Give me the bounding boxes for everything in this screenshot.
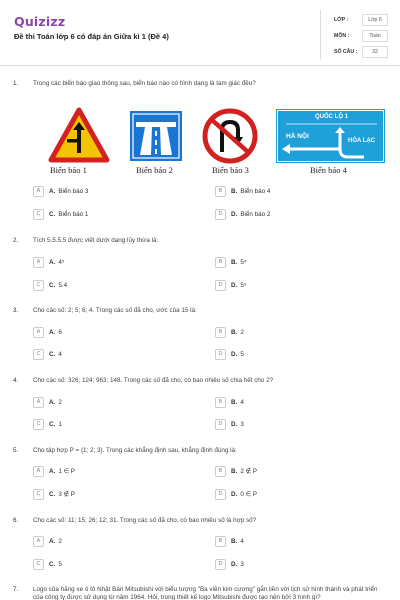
- option-letter: D: [215, 559, 226, 570]
- option-letter: A: [33, 466, 44, 477]
- expressway-sign-icon: [130, 111, 182, 161]
- option-label: C. 4: [49, 351, 62, 358]
- header-divider: [320, 10, 321, 60]
- option-label: B. 2 ∉ P: [231, 468, 257, 475]
- option-label: D. Biển báo 2: [231, 211, 271, 218]
- option-letter: B: [215, 397, 226, 408]
- question-number: 6.: [13, 517, 19, 524]
- option-letter: D: [215, 349, 226, 360]
- option-letter: A: [33, 327, 44, 338]
- option-label: A. 6: [49, 329, 62, 336]
- option-letter: D: [215, 280, 226, 291]
- option-label: C. 5: [49, 561, 62, 568]
- meta-subject: [322, 28, 388, 45]
- option-label: A. 2: [49, 399, 62, 406]
- question-number: 7.: [13, 586, 19, 593]
- option-letter: A: [33, 186, 44, 197]
- sign-1-caption: Biển báo 1: [50, 165, 87, 175]
- sign-4-right: HÒA LẠC: [348, 138, 376, 144]
- option-letter: B: [215, 466, 226, 477]
- option-letter: C: [33, 280, 44, 291]
- meta-count-value: 32: [362, 46, 388, 58]
- option-letter: A: [33, 536, 44, 547]
- option-label: A. 1 ∈ P: [49, 468, 75, 475]
- question-number: 5.: [13, 447, 19, 454]
- traffic-signs: [0, 105, 400, 180]
- option-label: B. 5⁴: [231, 259, 247, 266]
- question-number: 1.: [13, 80, 19, 87]
- sign-4-route: QUỐC LỘ 1: [314, 114, 348, 120]
- option-letter: B: [215, 327, 226, 338]
- direction-sign: [277, 110, 384, 162]
- option-letter: B: [215, 536, 226, 547]
- option-letter: C: [33, 349, 44, 360]
- question-number: 2.: [13, 237, 19, 244]
- question-text: Cho các số: 326; 124; 963; 148. Trong các số đã cho, có bao nhiêu số chia hết cho 2?: [33, 377, 274, 384]
- option-letter: D: [215, 209, 226, 220]
- option-label: D. 3: [231, 421, 244, 428]
- sign-3-caption: Biển báo 3: [212, 165, 249, 175]
- question-text: Cho tập hợp P = {1; 2; 3}. Trong các khẳng định sau, khẳng định đúng là:: [33, 447, 237, 454]
- option-label: C. Biển báo 1: [49, 211, 89, 218]
- option-label: B. 2: [231, 329, 244, 336]
- option-label: B. Biển báo 4: [231, 188, 271, 195]
- question-text: Cho các số: 2; 5; 6; 4. Trong các số đã cho, ước của 15 là:: [33, 307, 197, 314]
- meta-class: [322, 12, 388, 29]
- option-label: B. 4: [231, 399, 244, 406]
- question-number: 4.: [13, 377, 19, 384]
- option-label: B. 4: [231, 538, 244, 545]
- option-label: D. 5: [231, 351, 244, 358]
- question-text: Trong các biển báo giao thông sau, biển báo nào có hình dạng là tam giác đều?: [33, 80, 256, 87]
- question-number: 3.: [13, 307, 19, 314]
- page-title: Đề thi Toán lớp 6 có đáp án Giữa kì 1 (Đề 4): [14, 32, 169, 41]
- option-label: C. 1: [49, 421, 62, 428]
- sign-2-caption: Biển báo 2: [136, 165, 173, 175]
- worksheet-header: [0, 0, 400, 66]
- meta-count-label: SỐ CÂU :: [334, 49, 358, 55]
- question-text: Tích 5.5.5.5 được viết dưới dạng lũy thừa là:: [33, 237, 159, 244]
- option-letter: A: [33, 257, 44, 268]
- meta-class-label: LỚP :: [334, 17, 349, 23]
- option-letter: B: [215, 257, 226, 268]
- sign-4-left: HÀ NỘI: [286, 133, 309, 140]
- option-label: A. 2: [49, 538, 62, 545]
- option-label: A. Biển báo 3: [49, 188, 89, 195]
- option-letter: C: [33, 419, 44, 430]
- sign-4-caption: Biển báo 4: [310, 165, 347, 175]
- option-letter: B: [215, 186, 226, 197]
- option-label: A. 4⁵: [49, 259, 65, 266]
- option-label: C. 3 ∉ P: [49, 491, 75, 498]
- option-letter: D: [215, 489, 226, 500]
- option-label: D. 3: [231, 561, 244, 568]
- meta-count: [322, 44, 388, 61]
- option-letter: C: [33, 209, 44, 220]
- question-text: Cho các số: 11; 15; 26; 12; 31. Trong các số đã cho, có bao nhiêu số là hợp số?: [33, 517, 257, 524]
- no-u-turn-sign-icon: [200, 108, 260, 164]
- meta-class-value: Lớp 6: [362, 14, 388, 26]
- option-letter: C: [33, 559, 44, 570]
- warning-triangle-sign-icon: [48, 107, 110, 163]
- option-letter: D: [215, 419, 226, 430]
- meta-subject-value: Toán: [362, 30, 388, 42]
- option-letter: A: [33, 397, 44, 408]
- quizizz-logo: Quizizz: [14, 14, 66, 29]
- option-letter: C: [33, 489, 44, 500]
- option-label: D. 5⁵: [231, 282, 247, 289]
- option-label: D. 0 ∈ P: [231, 491, 257, 498]
- question-text: Logo của hãng xe ô tô Nhật Bản Mitsubishi với biểu tượng "Ba viên kim cương" gắn liền với lịch sử hình thành và phát triển của công ty được sử dụng từ năm 1964. Hỏi, trong thiết kế logo Mitsubishi được tạo nên bởi 3 hình gì?: [33, 586, 378, 600]
- option-label: C. 5.4: [49, 282, 68, 289]
- meta-subject-label: MÔN :: [334, 33, 350, 39]
